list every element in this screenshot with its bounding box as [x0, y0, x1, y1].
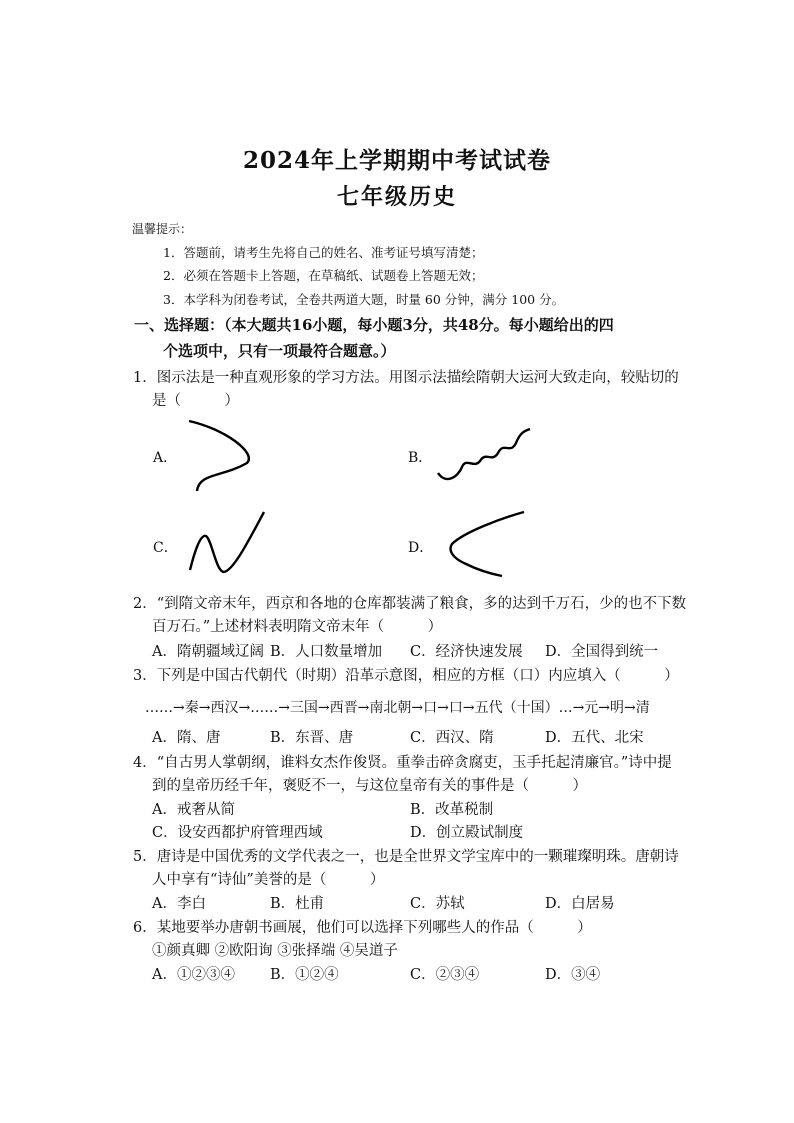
question-4-option-d[interactable]: D．创立殿试制度 — [410, 825, 524, 841]
question-2-stem: 2．“到隋文帝末年，西京和各地的仓库都装满了粮食，多的达到千万石，少的也不下数 — [133, 596, 687, 612]
question-2-option-d[interactable]: D．全国得到统一 — [545, 644, 659, 660]
question-4-option-a[interactable]: A．戒奢从简 — [152, 802, 235, 818]
notice-heading: 温馨提示： — [132, 222, 193, 236]
exam-subtitle: 七年级历史 — [336, 184, 457, 210]
question-6-option-d[interactable]: D．③④ — [545, 967, 601, 983]
option-d-label: D． — [408, 540, 434, 556]
question-1-stem: 1．图示法是一种直观形象的学习方法。用图示法描绘隋朝大运河大致走向，较贴切的 — [133, 370, 679, 386]
question-3-option-d[interactable]: D．五代、北宋 — [545, 730, 644, 746]
curve-c-figure — [188, 508, 273, 578]
question-3-option-b[interactable]: B．东晋、唐 — [270, 730, 354, 746]
curve-b-figure — [436, 425, 536, 485]
question-4-option-c[interactable]: C．设安西都护府管理西域 — [152, 825, 323, 841]
question-5-stem-cont: 人中享有“诗仙”美誉的是（ ） — [152, 872, 385, 888]
question-3-option-a[interactable]: A．隋、唐 — [152, 730, 221, 746]
option-b-label: B． — [408, 450, 433, 466]
question-6-choices: ①颜真卿 ②欧阳询 ③张择端 ④吴道子 — [152, 943, 398, 959]
question-5-option-d[interactable]: D．白居易 — [545, 896, 615, 912]
question-6-option-c[interactable]: C．②③④ — [410, 967, 480, 983]
option-c-label: C． — [153, 540, 178, 556]
curve-a-figure — [185, 415, 260, 495]
question-5-option-c[interactable]: C．苏轼 — [410, 896, 465, 912]
question-6-option-a[interactable]: A．①②③④ — [152, 967, 235, 983]
section-heading: 一、选择题：（本大题共16小题，每小题3分，共48分。每小题给出的四 — [134, 316, 614, 334]
question-2-option-c[interactable]: C．经济快速发展 — [410, 644, 523, 660]
question-5-option-a[interactable]: A．李白 — [152, 896, 206, 912]
question-1-stem-cont: 是（ ） — [152, 393, 239, 409]
question-6-option-b[interactable]: B．①②④ — [270, 967, 339, 983]
question-2-stem-cont: 百万石。”上述材料表明隋文帝末年（ ） — [152, 619, 443, 635]
notice-item: 3．本学科为闭卷考试，全卷共两道大题，时量 60 分钟，满分 100 分。 — [163, 292, 565, 307]
question-6-stem: 6．某地要举办唐朝书画展，他们可以选择下列哪些人的作品（ ） — [133, 920, 592, 936]
question-4-option-b[interactable]: B．改革税制 — [410, 802, 494, 818]
curve-d-figure — [444, 508, 529, 578]
question-5-option-b[interactable]: B．杜甫 — [270, 896, 325, 912]
question-4-stem: 4．“自古男人掌朝纲，谁料女杰作俊贤。重拳击碎贪腐吏，玉手托起清廉官。”诗中提 — [133, 755, 672, 771]
question-4-stem-cont: 到的皇帝历经千年，褒贬不一，与这位皇帝有关的事件是（ ） — [152, 778, 587, 794]
question-5-stem: 5．唐诗是中国优秀的文学代表之一，也是全世界文学宝库中的一颗璀璨明珠。唐朝诗 — [133, 849, 679, 865]
notice-item: 1．答题前，请考生先将自己的姓名、准考证号填写清楚； — [163, 245, 484, 260]
question-3-stem: 3．下列是中国古代朝代（时期）沿革示意图，相应的方框（口）内应填入（ ） — [133, 668, 679, 684]
question-2-option-b[interactable]: B．人口数量增加 — [270, 644, 383, 660]
notice-item: 2．必须在答题卡上答题，在草稿纸、试题卷上答题无效； — [163, 268, 484, 283]
exam-title: 2024年上学期期中考试试卷 — [242, 147, 551, 174]
section-heading-cont: 个选项中，只有一项最符合题意。） — [163, 342, 396, 360]
question-2-option-a[interactable]: A．隋朝疆域辽阔 — [152, 644, 264, 660]
option-a-label: A． — [153, 450, 178, 466]
dynasty-sequence: ……→秦→西汉→……→三国→西晋→南北朝→口→口→五代（十国）…→元→明→清 — [145, 700, 650, 716]
question-3-option-c[interactable]: C．西汉、隋 — [410, 730, 494, 746]
